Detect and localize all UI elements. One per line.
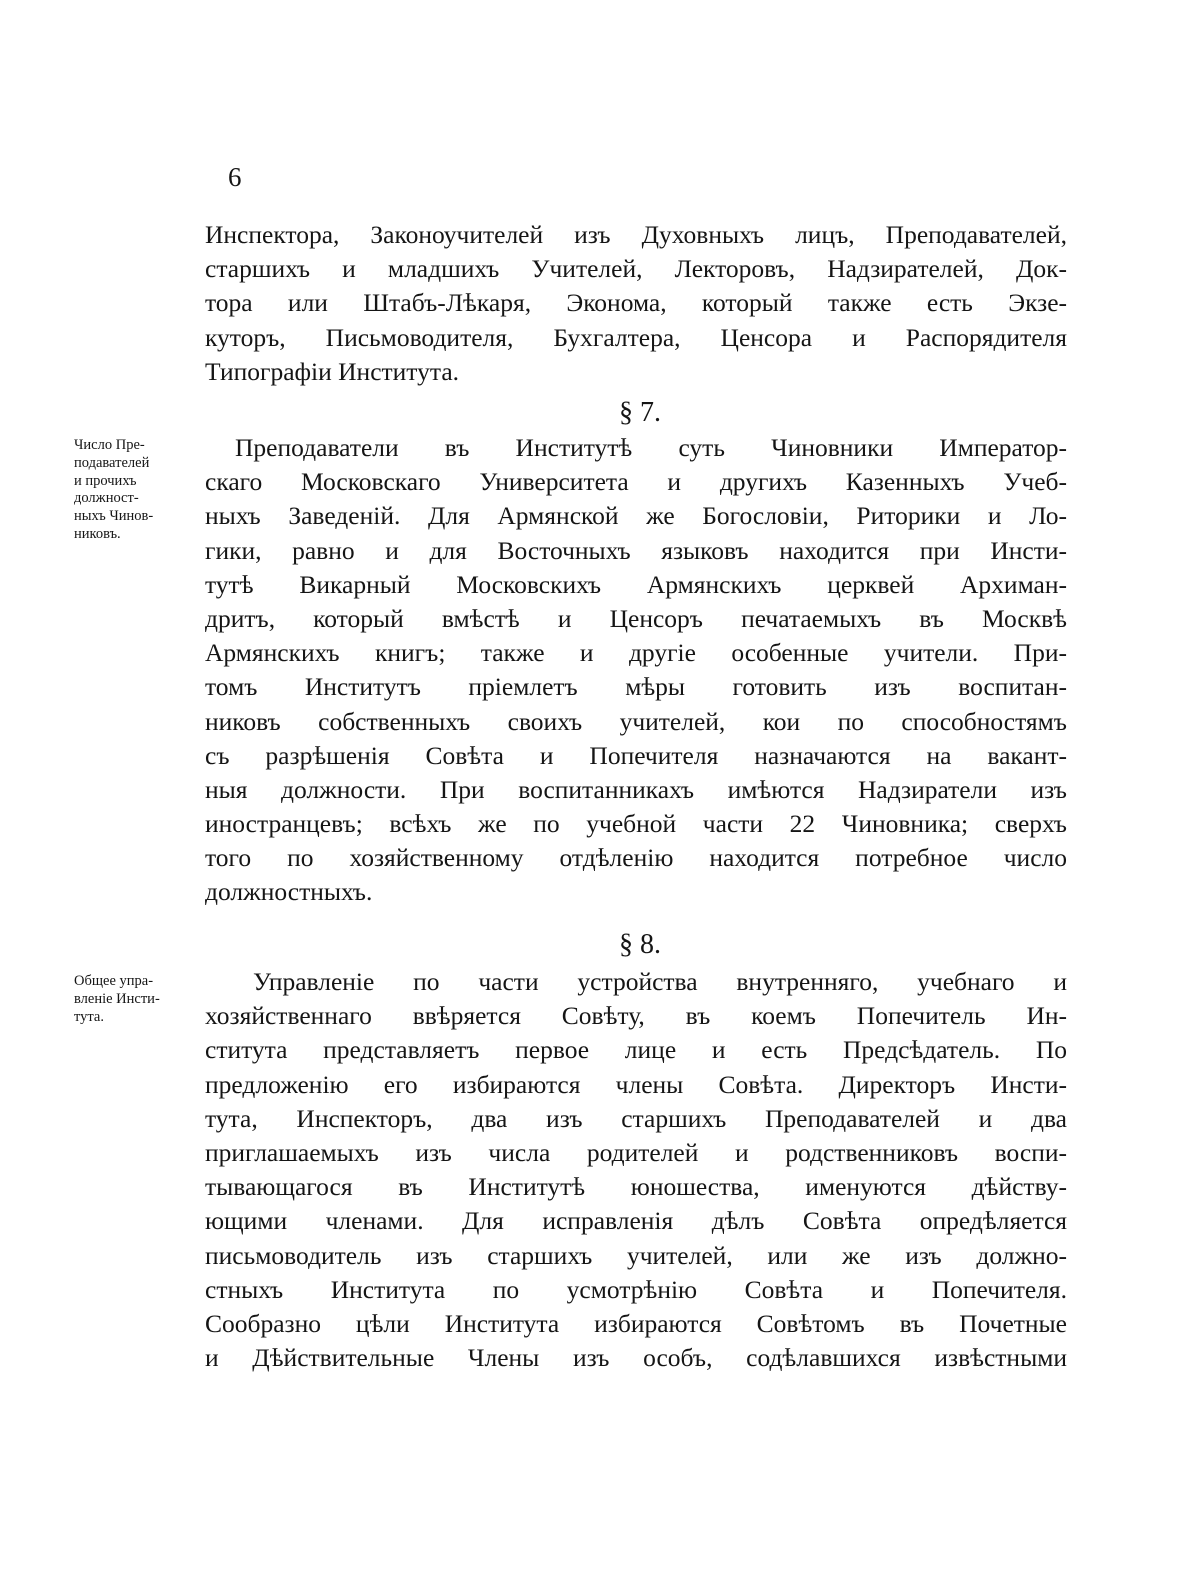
text-line: Типографіи Института. — [205, 356, 460, 386]
text-line: гики, равно и для Восточныхъ языковъ находится при Инсти- — [205, 535, 1067, 565]
text-line: ныя должности. При воспитанникахъ имѣются Надзиратели изъ — [205, 774, 1067, 804]
text-line: тора или Штабъ-Лѣкаря, Эконома, который также есть Экзе- — [205, 288, 1067, 318]
text-line: того по хозяйственному отдѣленію находится потребное число — [205, 843, 1067, 873]
section-7-paragraph — [205, 431, 1067, 910]
text-line: съ разрѣшенія Совѣта и Попечителя назначаются на вакант- — [205, 740, 1067, 770]
text-line: никовъ собственныхъ своихъ учителей, кои по способностямъ — [205, 706, 1067, 736]
text-line: Армянскихъ книгъ; также и другіе особенные учители. При- — [205, 638, 1067, 668]
text-line: Инспектора, Законоучителей изъ Духовныхъ лицъ, Преподавателей, — [205, 220, 1067, 249]
margin-note-line: никовъ. — [74, 525, 121, 542]
text-line: дритъ, который вмѣстѣ и Ценсоръ печатаемыхъ въ Москвѣ — [205, 603, 1067, 633]
margin-note-line: Число Пре- — [74, 437, 145, 453]
margin-note-line: Общее упра- — [74, 973, 154, 989]
margin-note-line: тута. — [74, 1008, 104, 1025]
text-line: Преподаватели въ Институтѣ суть Чиновники Император- — [235, 433, 1067, 462]
text-line: скаго Московскаго Университета и другихъ Казенныхъ Учеб- — [205, 467, 1067, 497]
text-line: хозяйственнаго ввѣряется Совѣту, въ коемъ Попечитель Ин- — [205, 1001, 1067, 1031]
margin-note-section-7 — [74, 437, 204, 544]
text-line: старшихъ и младшихъ Учителей, Лекторовъ, Надзирателей, Док- — [205, 254, 1067, 284]
text-line: тутѣ Викарный Московскихъ Армянскихъ церквей Архиман- — [205, 569, 1067, 599]
text-line: томъ Институтъ пріемлетъ мѣры готовить изъ воспитан- — [205, 672, 1067, 702]
margin-note-line: должност- — [74, 490, 139, 507]
text-line: куторъ, Письмоводителя, Бухгалтера, Ценсора и Распорядителя — [205, 322, 1067, 352]
margin-note-line: подавателей — [74, 454, 150, 471]
text-line: иностранцевъ; всѣхъ же по учебной части 22 Чиновника; сверхъ — [205, 809, 1067, 839]
text-line: должностныхъ. — [205, 877, 373, 907]
text-line: ющими членами. Для исправленія дѣлъ Совѣта опредѣляется — [205, 1206, 1067, 1236]
text-line: предложенію его избираются члены Совѣта. Директоръ Инсти- — [205, 1069, 1067, 1099]
text-line: тута, Инспекторъ, два изъ старшихъ Преподавателей и два — [205, 1103, 1067, 1133]
text-line: Управленіе по части устройства внутренняго, учебнаго и — [253, 967, 1067, 996]
text-line: ныхъ Заведеній. Для Армянской же Богословіи, Риторики и Ло- — [205, 501, 1067, 531]
text-line: Сообразно цѣли Института избираются Совѣтомъ въ Почетные — [205, 1308, 1067, 1338]
text-line: приглашаемыхъ изъ числа родителей и родственниковъ воспи- — [205, 1137, 1067, 1167]
margin-note-line: вленіе Инсти- — [74, 990, 160, 1007]
text-line: тывающагося въ Институтѣ юношества, именуются дѣйству- — [205, 1172, 1067, 1202]
section-heading-7: § 7. — [619, 397, 661, 428]
text-line: ститута представляетъ первое лице и есть Предсѣдатель. По — [205, 1035, 1067, 1065]
margin-note-line: ныхъ Чинов- — [74, 508, 154, 525]
text-line: письмоводитель изъ старшихъ учителей, или же изъ должно- — [205, 1240, 1067, 1270]
page-number: 6 — [228, 162, 242, 192]
text-line: стныхъ Института по усмотрѣнію Совѣта и Попечителя. — [205, 1274, 1067, 1304]
margin-note-section-8 — [74, 973, 204, 1026]
section-heading-8: § 8. — [619, 929, 661, 960]
margin-note-line: и прочихъ — [74, 472, 137, 489]
section-8-paragraph — [205, 965, 1067, 1375]
text-line: и Дѣйствительные Члены изъ особъ, содѣлавшихся извѣстными — [205, 1343, 1067, 1373]
intro-paragraph — [205, 218, 1067, 389]
